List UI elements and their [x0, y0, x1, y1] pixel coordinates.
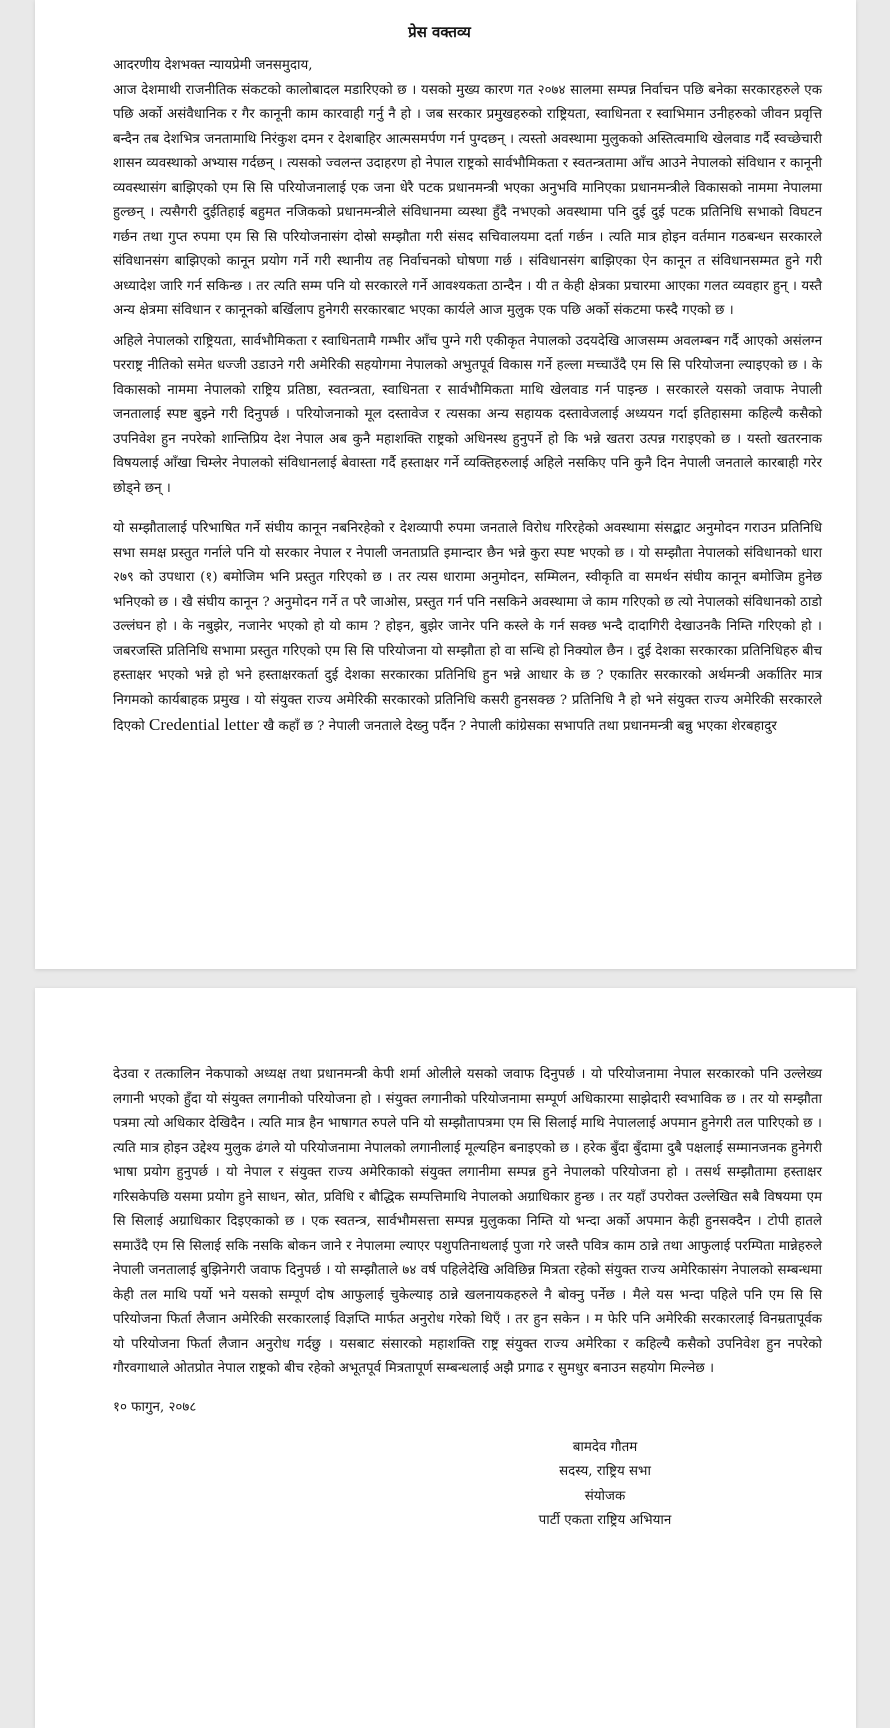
salutation: आदरणीय देशभक्त न्यायप्रेमी जनसमुदाय,	[113, 58, 313, 73]
document-page-2	[35, 988, 856, 1728]
document-page-1	[35, 0, 856, 969]
credential-letter-term: Credential letter	[149, 715, 259, 734]
signatory-position: सदस्य, राष्ट्रिय सभा	[559, 1464, 651, 1479]
paragraph-4: देउवा र तत्कालिन नेकपाको अध्यक्ष तथा प्रधानमन्त्री केपी शर्मा ओलीले यसको जवाफ दिनुपर्छ । यो परियोजनामा नेपाल सरकारको पनि उल्लेख्य लगानी भएको हुँदा यो संयुक्त लगानीको परियोजना हो । संयुक्त लगानीको परियोजनामा सम्पूर्ण अधिकारमा साझेदारी स्वभाविक छ । तर यो सम्झौता पत्रमा त्यो अधिकार देखिदैन । त्यति मात्र हैन भाषागत रुपले पनि यो सम्झौतापत्रमा एम सि सिलाई माथि नेपाललाई अपमान हुनेगरी तल पारिएको छ । त्यति मात्र होइन उद्देश्य मुलुक ढंगले यो परियोजनामा नेपालको लगानीलाई मूल्यहिन बनाइएको छ । हरेक बुँदा बुँदामा दुबै पक्षलाई सम्मानजनक हुनेगरी भाषा प्रयोग हुनुपर्छ । यो नेपाल र संयुक्त राज्य अमेरिकाको संयुक्त लगानीमा सम्पन्न हुने नेपालको परियोजना हो । तसर्थ सम्झौतामा हस्ताक्षर गरिसकेपछि यसमा प्रयोग हुने साधन, स्रोत, प्रविधि र बौद्धिक सम्पत्तिमाथि नेपालको अग्राधिकार हुन्छ । तर यहाँ उपरोक्त उल्लेखित सबै विषयमा एम सि सिलाई अग्राधिकार दिइएकाको छ । एक स्वतन्त्र, सार्वभौमसत्ता सम्पन्न मुलुकका निम्ति यो भन्दा अर्को अपमान केही हुनसक्दैन । टोपी हातले समाउँदै एम सि सिलाई सकि नसकि बोकन जाने र नेपालमा ल्याएर पशुपतिनाथलाई पुजा गरे जस्तै पवित्र काम ठान्ने तथा आफुलाई परम्पिता मान्नेहरुले नेपाली जनतालाई बुझिनेगरी जवाफ दिनुपर्छ । यो सम्झौताले ७४ वर्ष पहिलेदेखि अविछिन्न मित्रता रहेको संयुक्त राज्य अमेरिकासंग नेपालको सम्बन्धमा केही तल माथि पर्यो भने यसको सम्पूर्ण दोष आफुलाई चुकेल्याइ ठान्ने खलनायकहरुले नै बोक्नु पर्नेछ । मैले यस भन्दा पहिले पनि एम सि सि परियोजना फिर्ता लैजान अमेरिकी सरकारलाई विज्ञप्ति मार्फत अनुरोध गरेको थिएँ । तर हुन सकेन । म फेरि पनि अमेरिकी सरकारलाई विनम्रतापूर्वक यो परियोजना फिर्ता लैजान अनुरोध गर्दछु । यसबाट संसारको महाशक्ति राष्ट्र संयुक्त राज्य अमेरिका र कहिल्यै कसैको उपनिवेश हुन नपरेको गौरवगाथाले ओतप्रोत नेपाल राष्ट्रको बीच रहेको अभूतपूर्व मित्रतापूर्ण सम्बन्धलाई अझै प्रगाढ र सुमधुर बनाउन सहयोग मिल्नेछ ।	[113, 1067, 822, 1376]
paragraph-3-part-1: यो सम्झौतालाई परिभाषित गर्ने संघीय कानून नबनिरहेको र देशव्यापी रुपमा जनताले विरोध गरिरहेको अवस्थामा संसद्बाट अनुमोदन गराउन प्रतिनिधि सभा समक्ष प्रस्तुत गर्नाले पनि यो सरकार नेपाल र नेपाली जनताप्रति इमान्दार छैन भन्ने कुरा स्पष्ट भएको छ । यो सम्झौता नेपालको संविधानको धारा २७९ को उपधारा (१) बमोजिम भनि प्रस्तुत गरिएको छ । तर त्यस धारामा अनुमोदन, सम्मिलन, स्वीकृति वा समर्थन संघीय कानून बमोजिम हुनेछ भनिएको छ । खै संघीय कानून ? अनुमोदन गर्ने त परै जाओस, प्रस्तुत गर्न पनि नसकिने अवस्थामा जे काम गरिएको छ त्यो नेपालको संविधानको ठाडो उल्लंघन हो । के नबुझेर, नजानेर भएको हो यो काम ? होइन, बुझेर जानेर पनि कस्ले के गर्न सक्छ भन्दै दादागिरी देखाउनकै निम्ति गरिएको हो । जबरजस्ति प्रतिनिधि सभामा प्रस्तुत गरिएको एम सि सि परियोजना यो सम्झौता हो वा सन्धि हो निक्योल छैन । दुई देशका सरकारका प्रतिनिधिहरु बीच हस्ताक्षर भएको भन्ने हो भने हस्ताक्षरकर्ता दुई देशका सरकारका प्रतिनिधि हुन भन्ने आधार के छ ? एकातिर सरकारको अर्थमन्त्री अर्कातिर मात्र निगमको कार्यबाहक प्रमुख । यो संयुक्त राज्य अमेरिकी सरकारको प्रतिनिधि कसरी हुनसक्छ ? प्रतिनिधि नै हो भने संयुक्त राज्य अमेरिकी सरकारले दिएको	[113, 521, 822, 734]
signatory-role: संयोजक	[584, 1488, 626, 1504]
signatory-name: बामदेव गौतम	[572, 1439, 638, 1455]
paragraph-3-part-2: खै कहाँ छ ? नेपाली जनताले देख्नु पर्दैन ? नेपाली कांग्रेसका सभापति तथा प्रधानमन्त्री बन्नु भएका शेरबहादुर	[263, 719, 777, 734]
paragraph-2: अहिले नेपालको राष्ट्रियता, सार्वभौमिकता र स्वाधिनतामै गम्भीर आँच पुग्ने गरी एकीकृत नेपालको उदयदेखि आजसम्म अवलम्बन गर्दै आएको असंलग्न परराष्ट्र नीतिको समेत धज्जी उडाउने गरी अमेरिकी सहयोगमा नेपालको अभुतपूर्व विकास गर्ने हल्ला मच्चाउँदै एम सि सि परियोजना ल्याइएको छ । के विकासको नाममा नेपालको राष्ट्रिय प्रतिष्ठा, स्वतन्त्रता, स्वाधिनता र सार्वभौमिकता माथि खेलवाड गर्न पाइन्छ । सरकारले यसको जवाफ नेपाली जनतालाई स्पष्ट बुझ्ने गरी दिनुपर्छ । परियोजनाको मूल दस्तावेज र त्यसका अन्य सहायक दस्तावेजलाई अध्ययन गर्दा इतिहासमा कहिल्यै कसैको उपनिवेश हुन नपरेको शान्तिप्रिय देश नेपाल अब कुनै महाशक्ति राष्ट्रको अधिनस्थ हुनुपर्ने हो कि भन्ने खतरा उत्पन्न गराइएको छ । यस्तो खतरनाक विषयलाई आँखा चिम्लेर नेपालको संविधानलाई बेवास्ता गर्दै हस्ताक्षर गर्ने व्यक्तिहरुलाई अहिले नसकिए पनि कुनै दिन नेपाली जनताले कारबाही गरेर छोड्ने छन् ।	[113, 333, 822, 496]
signature-block	[500, 1436, 710, 1534]
document-title: प्रेस वक्तव्य	[408, 23, 471, 41]
paragraph-1: आज देशमाथी राजनीतिक संकटको कालोबादल मडारिएको छ । यसको मुख्य कारण गत २०७४ सालमा सम्पन्न निर्वाचन पछि बनेका सरकारहरुले एक पछि अर्को असंवैधानिक र गैर कानूनी काम कारवाही गर्नु नै हो । जब सरकार प्रमुखहरुको राष्ट्रियता, स्वाधिनता र स्वाभिमान उनीहरुको जीवन प्रवृत्ति बन्दैन तब देशभित्र जनतामाथि निरंकुश दमन र देशबाहिर आत्मसमर्पण गर्न पुग्दछन् । त्यस्तो अवस्थामा मुलुकको अस्तित्वमाथि खेलवाड गर्दै स्वच्छेचारी शासन व्यवस्थाको अभ्यास गर्दछन् । त्यसको ज्वलन्त उदाहरण हो नेपाल राष्ट्रको सार्वभौमिकता र स्वतन्त्रतामा आँच आउने नेपालको संविधान र कानूनी व्यवस्थासंग बाझिएको एम सि सि परियोजनालाई एक जना धेरै पटक प्रधानमन्त्री भएका अनुभवि मानिएका प्रधानमन्त्रीले विकासको नाममा नेपालमा हुल्छन् । त्यसैगरी दुईतिहाई बहुमत नजिकको प्रधानमन्त्रीले संविधानमा व्यस्था हुँदै नभएको अवस्थामा पनि दुई दुई पटक प्रतिनिधि सभाको विघटन गर्छन तथा गुप्त रुपमा एम सि सि परियोजनासंग दोस्रो सम्झौता गरी संसद सचिवालयमा दर्ता गर्छन । त्यति मात्र होइन वर्तमान गठबन्धन सरकारले संविधानसंग बाझिएको कानून प्रयोग गर्ने गरी स्थानीय तह निर्वाचनको घोषणा गर्छ । संविधानसंग बाझिएका ऐन कानून त संविधानसम्मत हुने गरी अध्यादेश जारि गर्न सकिन्छ । तर त्यति सम्म पनि यो सरकारले गर्ने आवश्यकता ठान्दैन । यी त केही क्षेत्रका प्रचारमा आएका गलत व्यवहार हुन् । यस्तै अन्य क्षेत्रमा संविधान र कानूनको बर्खिलाप हुनेगरी सरकारबाट भएका कार्यले आज मुलुक एक पछि अर्को संकटमा फस्दै गएको छ ।	[113, 82, 822, 318]
document-date: १० फागुन, २०७८	[113, 1399, 197, 1415]
paragraph-3	[113, 517, 822, 740]
signatory-organization: पार्टी एकता राष्ट्रिय अभियान	[538, 1513, 672, 1528]
